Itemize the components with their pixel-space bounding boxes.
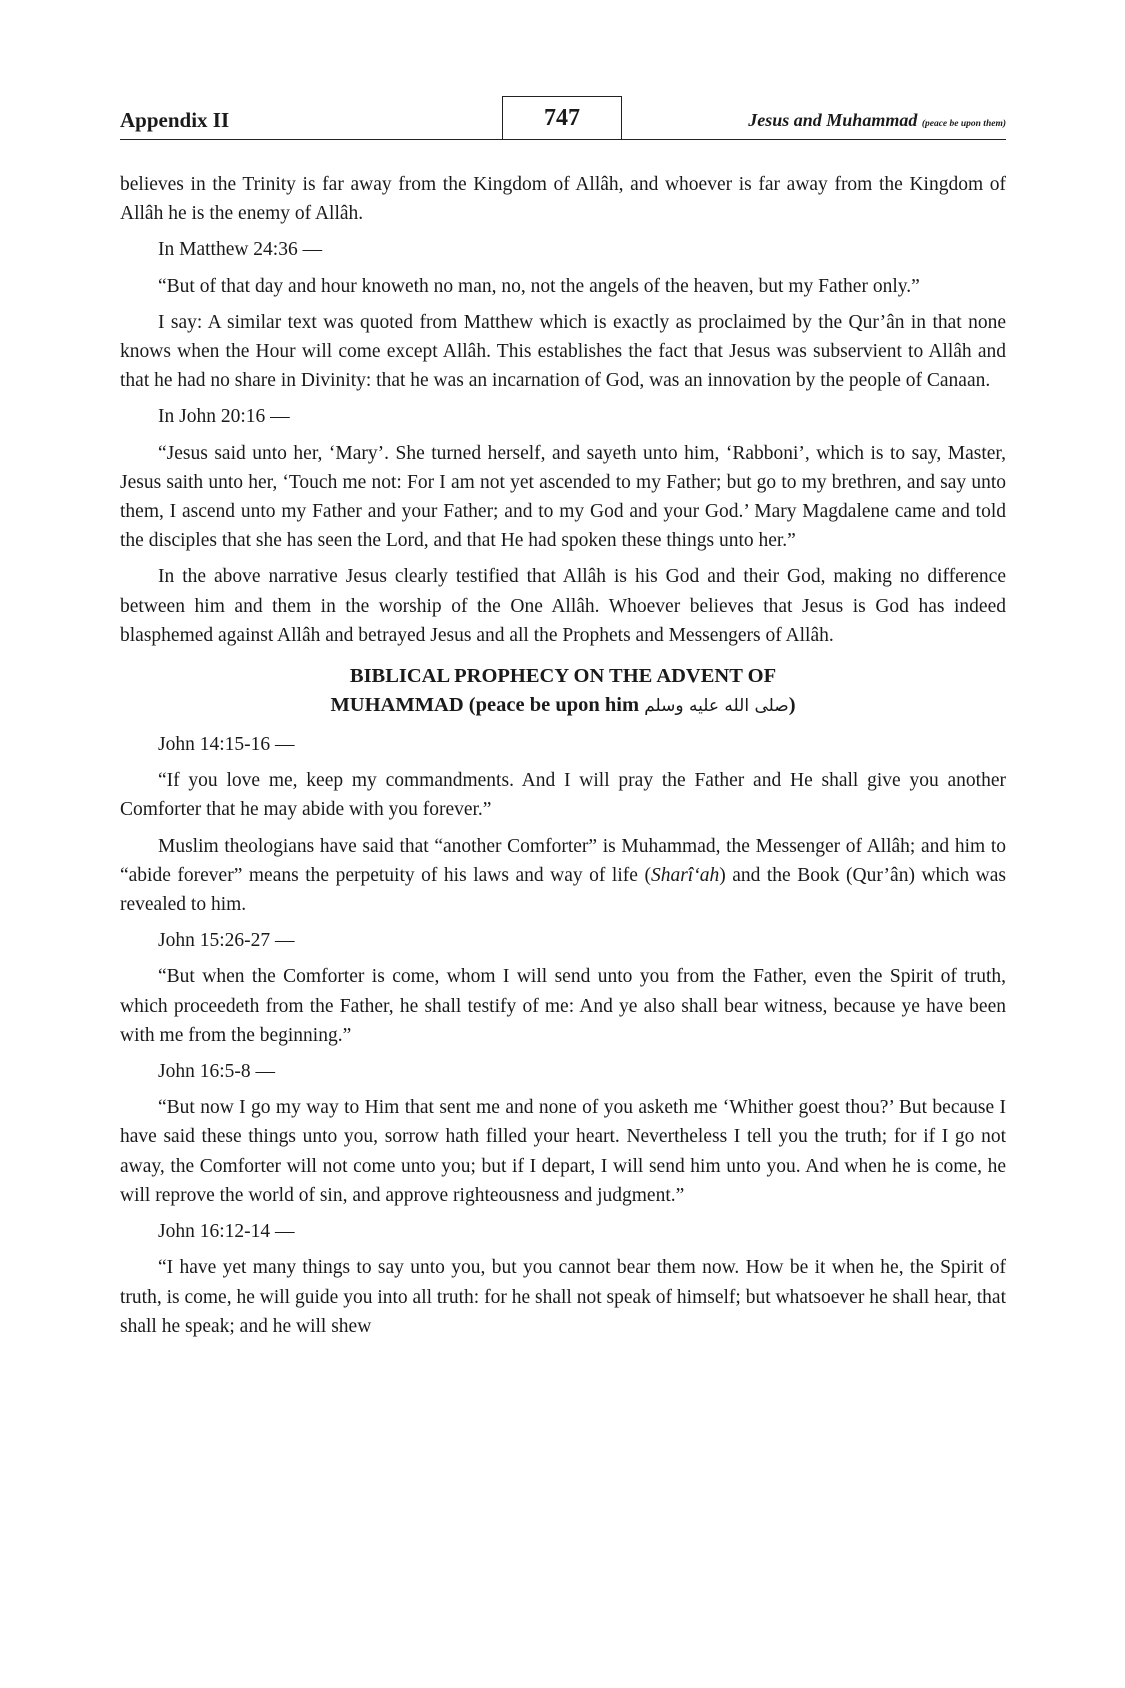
quotation: “But now I go my way to Him that sent me and none of you asketh me ‘Whither goest thou?’ But because I have said these things unto you, sorrow hath filled your heart. Nevertheless I tell you the truth; for if I go not away, the Comforter will not come unto you; but if I depart, I will send him unto you. And when he is come, he will reprove the world of sin, and approve righteousness and judgment.” [120,1097,1006,1206]
italic-term: Sharî‘ah [650,864,720,886]
header-rule [120,139,1006,140]
section-heading-line2: MUHAMMAD (peace be upon him [330,694,640,717]
page-number: 747 [544,105,580,131]
paragraph [120,832,1006,920]
running-title [748,110,1006,131]
page-number-box [502,96,622,140]
scripture-reference: In Matthew 24:36 — [158,239,323,261]
scripture-reference: John 14:15-16 — [158,734,295,756]
running-title-main: Jesus and Muhammad [748,110,918,130]
paragraph: I say: A similar text was quoted from Matthew which is exactly as proclaimed by the Qur’ân in that none knows when the Hour will come except Allâh. This establishes the fact that Jesus was subservient to Allâh and that he had no share in Divinity: that he was an incarnation of God, was an innovation by the people of Canaan. [120,311,1006,392]
scripture-reference: John 16:12-14 — [158,1221,295,1243]
scripture-reference: John 16:5-8 — [158,1061,275,1083]
paragraph-text: ) and the Book (Qur’ân) which was revealed to him. [120,864,1006,916]
scripture-reference: John 15:26-27 — [158,930,295,952]
quotation: “But when the Comforter is come, whom I will send unto you from the Father, even the Spirit of truth, which proceedeth from the Father, he shall testify of me: And ye also shall bear witness, because ye have been with me from the beginning.” [120,966,1006,1046]
scripture-reference: In John 20:16 — [158,406,290,428]
section-heading [120,662,1006,721]
running-title-honorific: (peace be upon them) [921,119,1006,129]
section-heading-line1: BIBLICAL PROPHECY ON THE ADVENT OF [349,665,777,688]
quotation: “If you love me, keep my commandments. And I will pray the Father and He shall give you another Comforter that he may abide with you forever.” [120,770,1006,821]
arabic-honorific: صلى الله عليه وسلم [644,696,789,717]
paragraph: believes in the Trinity is far away from the Kingdom of Allâh, and whoever is far away from the Kingdom of Allâh he is the enemy of Allâh. [120,174,1006,225]
heading-close-paren: ) [788,694,796,717]
page-body [120,170,1006,1348]
quotation: “But of that day and hour knoweth no man, no, not the angels of the heaven, but my Father only.” [158,275,920,297]
quotation: “I have yet many things to say unto you, but you cannot bear them now. How be it when he, the Spirit of truth, is come, he will guide you into all truth: for he shall not speak of himself; but whatsoever he shall hear, that shall he speak; and he will shew [120,1257,1006,1337]
paragraph: In the above narrative Jesus clearly testified that Allâh is his God and their God, making no difference between him and them in the worship of the One Allâh. Whoever believes that Jesus is God has indeed blasphemed against Allâh and betrayed Jesus and all the Prophets and Messengers of Allâh. [120,566,1006,646]
page-header [120,96,1006,140]
section-label: Appendix II [120,108,230,132]
quotation: “Jesus said unto her, ‘Mary’. She turned herself, and sayeth unto him, ‘Rabboni’, which is to say, Master, Jesus saith unto her, ‘Touch me not: For I am not yet ascended to my Father; but go to my brethren, and say unto them, I ascend unto my Father and your Father; and to my God and your God.’ Mary Magdalene came and told the disciples that she has seen the Lord, and that He had spoken these things unto her.” [120,442,1006,552]
paragraph-text: Muslim theologians have said that “another Comforter” is Muhammad, the Messenger of Allâh; and him to “abide forever” means the perpetuity of his laws and way of life ( [120,835,1006,886]
